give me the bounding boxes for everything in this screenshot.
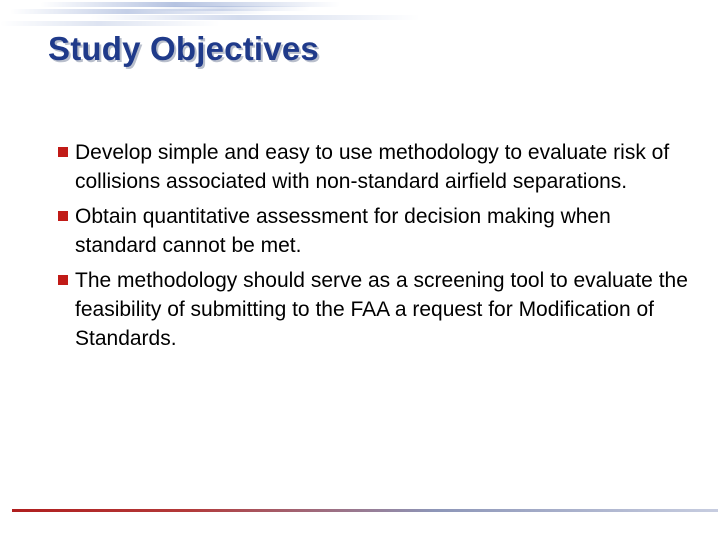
bullet-text: Obtain quantitative assessment for decision making when standard cannot be met. xyxy=(75,205,611,257)
bullet-list xyxy=(58,138,698,359)
bullet-text: The methodology should serve as a screening tool to evaluate the feasibility of submitting to the FAA a request for Modification of Standards. xyxy=(75,269,688,350)
bullet-item xyxy=(58,266,698,353)
footer-divider xyxy=(12,509,718,512)
square-bullet-icon xyxy=(58,211,68,221)
square-bullet-icon xyxy=(58,147,68,157)
header-decoration xyxy=(0,0,720,30)
decor-streak xyxy=(90,15,420,20)
slide-title: Study Objectives xyxy=(48,30,319,67)
bullet-item xyxy=(58,202,698,260)
square-bullet-icon xyxy=(58,275,68,285)
bullet-text: Develop simple and easy to use methodology to evaluate risk of collisions associated with non-standard airfield separations. xyxy=(75,141,670,193)
decor-streak xyxy=(150,6,310,11)
decor-streak xyxy=(0,21,220,26)
bullet-item xyxy=(58,138,698,196)
